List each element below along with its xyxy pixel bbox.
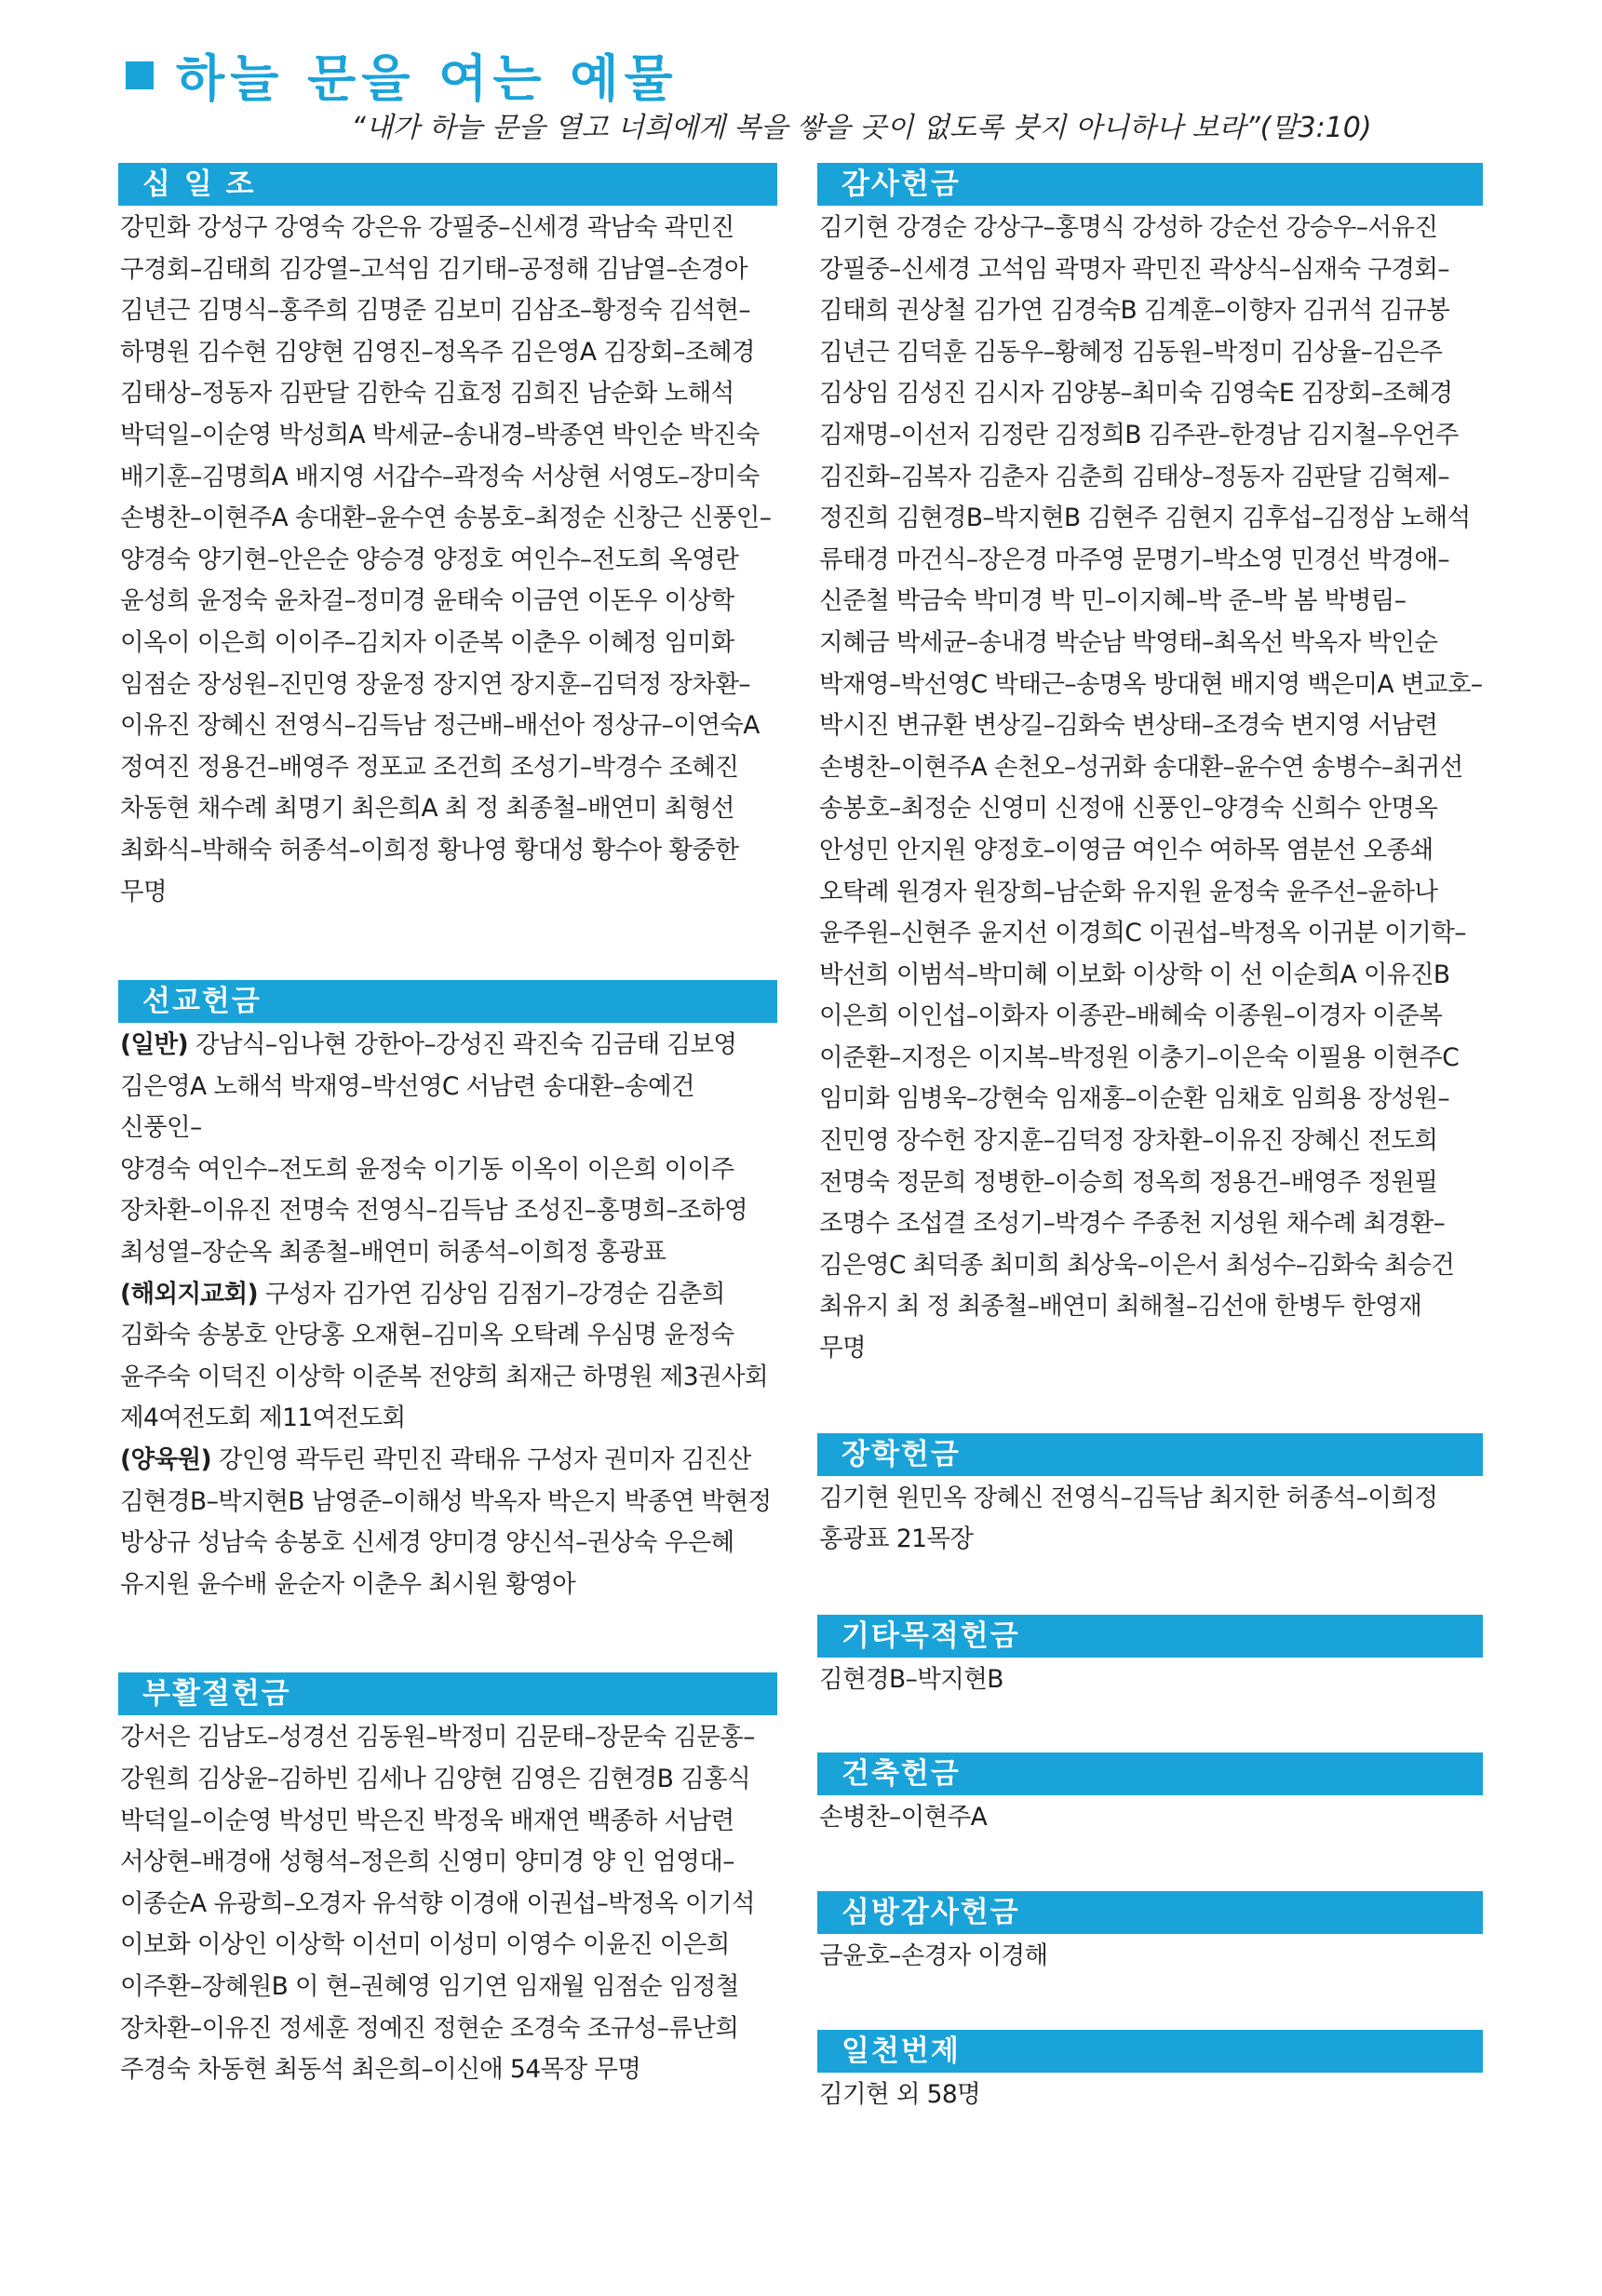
mission-names	[118, 1023, 777, 1605]
visit-thanks-section	[817, 1891, 1488, 1978]
tithe-names: 강민화 강성구 강영숙 강은유 강필중–신세경 곽남숙 곽민진 구경회–김태희 김강열–고석임 김기태–공정해 김남열–손경아 김년근 김명식–홍주희 김명준 김보미 김삼조–황정숙 김석현– 하명원 김수현 김양현 김영진–정옥주 김은영A 김장회–조혜경 김태상–정동자 김판달 김한숙 김효정 김희진 남순화 노해석 박덕일–이순영 박성희A 박세균–송내경–박종연 박인순 박진숙 배기훈–김명희A 배지영 서갑수–곽정숙 서상현 서영도–장미숙 손병찬–이현주A 송대환–윤수연 송봉호–최정순 신창근 신풍인– 양경숙 양기현–안은순 양승경 양정호 여인수–전도희 옥영란 윤성희 윤정숙 윤차걸–정미경 윤태숙 이금연 이돈우 이상학 이옥이 이은희 이이주–김치자 이준복 이춘우 이혜정 임미화 임점순 장성원–진민영 장윤정 장지연 장지훈–김덕정 장차환– 이유진 장혜신 전영식–김득남 정근배–배선아 정상규–이연숙A 정여진 정용건–배영주 정포교 조건희 조성기–박경수 조혜진 차동현 채수례 최명기 최은희A 최 정 최종철–배연미 최형선 최화식–박해숙 허종석–이희정 황나영 황대성 황수아 황중한 무명	[120, 213, 772, 906]
thanks-section	[817, 163, 1488, 1370]
mission-general-label: (일반)	[120, 1030, 189, 1060]
thanks-header: 감사헌금	[817, 163, 1483, 206]
easter-names: 강서은 김남도–성경선 김동원–박정미 김문태–장문숙 김문홍– 강원희 김상윤–김하빈 김세나 김양현 김영은 김현경B 김홍식 박덕일–이순영 박성민 박은진 박정욱 배재연 백종하 서남련 서상현–배경애 성형석–정은희 신영미 양미경 양 인 엄영대– 이종순A 유광희–오경자 유석향 이경애 이권섭–박정옥 이기석 이보화 이상인 이상학 이선미 이성미 이영수 이윤진 이은희 이주환–장혜원B 이 현–권혜영 임기연 임재월 임점순 임정철 장차환–이유진 정세훈 정예진 정현순 조경숙 조규성–류난희 주경숙 차동현 최동석 최은희–이신애 54목장 무명	[120, 1723, 755, 2085]
first-thousand-header: 일천번제	[817, 2030, 1483, 2073]
mission-nursing-names: 강인영 곽두린 곽민진 곽태유 구성자 권미자 김진산 김현경B–박지현B 남영준–이해성 박옥자 박은지 박종연 박현정 방상규 성남숙 송봉호 신세경 양미경 양신석–권상숙 우은혜 유지원 윤수배 윤순자 이춘우 최시원 황영아	[120, 1445, 772, 1599]
visit-thanks-names: 금윤호–손경자 이경해	[819, 1941, 1048, 1970]
mission-header: 선교헌금	[118, 980, 777, 1023]
building-names: 손병찬–이현주A	[819, 1803, 988, 1833]
mission-overseas-label: (해외지교회)	[120, 1279, 259, 1309]
building-header: 건축헌금	[817, 1752, 1483, 1795]
first-thousand-section	[817, 2030, 1488, 2116]
other-purpose-section	[817, 1615, 1488, 1701]
page-title: 하늘 문을 여는 예물	[176, 49, 679, 108]
mission-section	[118, 980, 777, 1605]
tithe-section	[118, 163, 777, 913]
thanks-names: 김기현 강경순 강상구–홍명식 강성하 강순선 강승우–서유진 강필중–신세경 고석임 곽명자 곽민진 곽상식–심재숙 구경회– 김태희 권상철 김가연 김경숙B 김계훈–이향자 김귀석 김규봉 김년근 김덕훈 김동우–황혜정 김동원–박정미 김상율–김은주 김상임 김성진 김시자 김양봉–최미숙 김영숙E 김장회–조혜경 김재명–이선저 김정란 김정희B 김주관–한경남 김지철–우언주 김진화–김복자 김춘자 김춘희 김태상–정동자 김판달 김혁제– 정진희 김현경B–박지현B 김현주 김현지 김후섭–김정삼 노해석 류태경 마건식–장은경 마주영 문명기–박소영 민경선 박경애– 신준철 박금숙 박미경 박 민–이지혜–박 준–박 봄 박병림– 지혜금 박세균–송내경 박순남 박영태–최옥선 박옥자 박인순 박재영–박선영C 박태근–송명옥 방대현 배지영 백은미A 변교호– 박시진 변규환 변상길–김화숙 변상태–조경숙 변지영 서남련 손병찬–이현주A 손천오–성귀화 송대환–윤수연 송병수–최귀선 송봉호–최정순 신영미 신정애 신풍인–양경숙 신희수 안명옥 안성민 안지원 양정호–이영금 여인수 여하목 염분선 오종쇄 오탁례 원경자 원장희–남순화 유지원 윤정숙 윤주선–윤하나 윤주원–신현주 윤지선 이경희C 이권섭–박정옥 이귀분 이기학– 박선희 이범석–박미혜 이보화 이상학 이 선 이순희A 이유진B 이은희 이인섭–이화자 이종관–배혜숙 이종원–이경자 이준복 이준환–지정은 이지복–박정원 이충기–이은숙 이필용 이현주C 임미화 임병욱–강현숙 임재홍–이순환 임채호 임희용 장성원– 진민영 장수헌 장지훈–김덕정 장차환–이유진 장혜신 전도희 전명숙 정문희 정병한–이승희 정옥희 정용건–배영주 정원필 조명수 조섭결 조성기–박경수 주종천 지성원 채수례 최경환– 김은영C 최덕종 최미희 최상욱–이은서 최성수–김화숙 최승건 최유지 최 정 최종철–배연미 최해철–김선애 한병두 한영재 무명	[819, 213, 1483, 1363]
visit-thanks-header: 심방감사헌금	[817, 1891, 1483, 1934]
building-section	[817, 1752, 1488, 1839]
first-thousand-names: 김기현 외 58명	[819, 2079, 981, 2109]
square-bullet-icon	[126, 61, 154, 89]
tithe-header: 십 일 조	[118, 163, 777, 206]
other-purpose-names: 김현경B–박지현B	[819, 1664, 1003, 1694]
easter-header: 부활절헌금	[118, 1672, 777, 1715]
scripture-verse: “내가 하늘 문을 열고 너희에게 복을 쌓을 곳이 없도록 붓지 아니하나 보라”(말3:10)	[351, 112, 1372, 144]
scholarship-names: 김기현 원민옥 장혜신 전영식–김득남 최지한 허종석–이희정 홍광표 21목장	[819, 1483, 1438, 1554]
left-column	[118, 163, 777, 2091]
easter-section	[118, 1672, 777, 2090]
mission-general-names: 강남식–임나현 강한아–강성진 곽진숙 김금태 김보영 김은영A 노해석 박재영–박선영C 서남련 송대환–송예건 신풍인– 양경숙 여인수–전도희 윤정숙 이기동 이옥이 이은희 이이주 장차환–이유진 전명숙 전영식–김득남 조성진–홍명희–조하영 최성열–장순옥 최종철–배연미 허종석–이희정 홍광표	[120, 1030, 748, 1268]
right-column	[817, 163, 1488, 2115]
mission-overseas-names: 구성자 김가연 김상임 김점기–강경순 김춘희 김화숙 송봉호 안당홍 오재현–김미옥 오탁례 우심명 윤정숙 윤주숙 이덕진 이상학 이준복 전양희 최재근 하명원 제3권사회 제4여전도회 제11여전도회	[120, 1279, 769, 1433]
page-title-row	[126, 39, 679, 111]
scholarship-header: 장학헌금	[817, 1433, 1483, 1476]
mission-nursing-label: (양육원)	[120, 1445, 212, 1475]
scholarship-section	[817, 1433, 1488, 1561]
other-purpose-header: 기타목적헌금	[817, 1615, 1483, 1658]
